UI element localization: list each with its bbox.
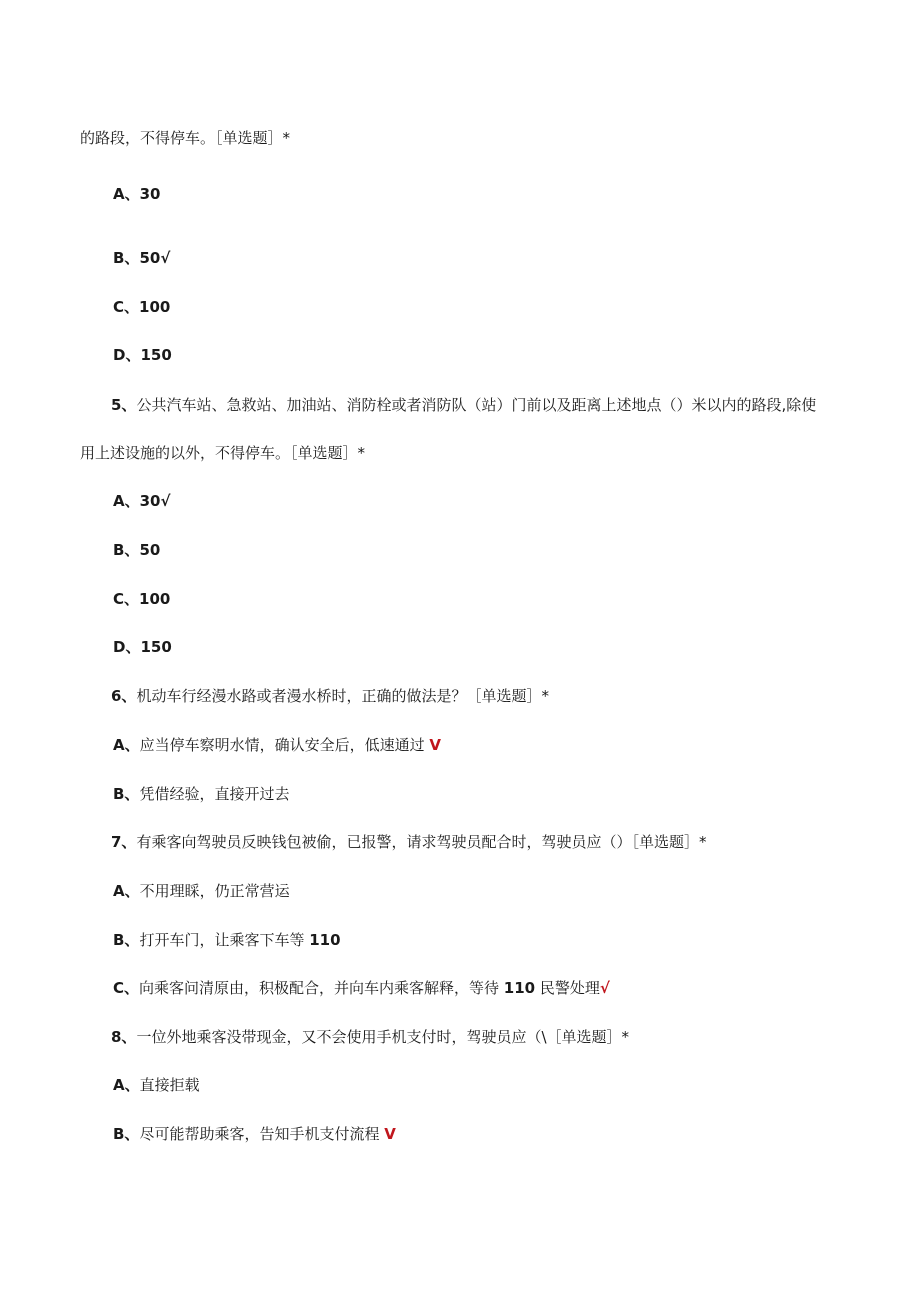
option-key: A、 <box>113 1076 140 1094</box>
option-key: B、 <box>113 249 140 267</box>
option-key: D、 <box>113 638 141 656</box>
question-number: 5、 <box>111 396 137 414</box>
option-key: B、 <box>113 931 140 949</box>
q5-question <box>111 394 816 416</box>
q6-option-b[interactable] <box>113 783 289 805</box>
option-text: 30 <box>139 492 161 510</box>
question-text: 机动车行经漫水路或者漫水桥时，正确的做法是？［单选题］* <box>136 687 549 705</box>
option-text: 向乘客问清原由，积极配合，并向车内乘客解释，等待 <box>139 979 504 997</box>
q4-option-d[interactable] <box>113 344 172 366</box>
correct-mark-icon: √ <box>160 492 171 510</box>
q5-question-line2: 用上述设施的以外，不得停车。［单选题］* <box>80 444 366 462</box>
option-number: 110 <box>309 931 341 949</box>
option-text: 尽可能帮助乘客，告知手机支付流程 <box>139 1125 385 1143</box>
q7-question <box>111 831 706 853</box>
question-text: 公共汽车站、急救站、加油站、消防栓或者消防队（站）门前以及距离上述地点（）米以内的路段,除使 <box>136 396 817 414</box>
q6-option-a[interactable] <box>113 734 441 756</box>
question-text: 有乘客向驾驶员反映钱包被偷，已报警，请求驾驶员配合时，驾驶员应（）［单选题］* <box>136 833 707 851</box>
option-text: 凭借经验，直接开过去 <box>139 785 290 803</box>
option-key: A、 <box>113 492 140 510</box>
question-number: 8、 <box>111 1028 137 1046</box>
q4-option-a[interactable] <box>113 183 160 205</box>
correct-mark-icon: V <box>384 1125 396 1143</box>
q4-text-continuation: 的路段，不得停车。［单选题］* <box>80 129 291 147</box>
q4-option-c[interactable] <box>113 296 170 318</box>
q5-option-a[interactable] <box>113 490 171 512</box>
option-key: C、 <box>113 590 140 608</box>
q6-question <box>111 685 549 707</box>
option-text: 150 <box>140 638 172 656</box>
q7-option-b[interactable] <box>113 929 341 951</box>
question-number: 7、 <box>111 833 137 851</box>
option-text: 直接拒载 <box>139 1076 200 1094</box>
correct-mark-icon: V <box>429 736 441 754</box>
option-key: A、 <box>113 185 140 203</box>
q8-option-b[interactable] <box>113 1123 396 1145</box>
q4-option-b[interactable] <box>113 247 170 269</box>
option-text: 打开车门，让乘客下车等 <box>139 931 310 949</box>
option-text: 30 <box>139 185 161 203</box>
option-text: 50 <box>139 249 161 267</box>
option-key: B、 <box>113 541 140 559</box>
question-number: 6、 <box>111 687 137 705</box>
q7-option-c[interactable] <box>113 977 610 999</box>
q7-option-a[interactable] <box>113 880 290 902</box>
q5-option-c[interactable] <box>113 588 170 610</box>
option-key: A、 <box>113 882 140 900</box>
q8-option-a[interactable] <box>113 1074 200 1096</box>
option-number: 110 <box>503 979 536 997</box>
option-key: C、 <box>113 979 140 997</box>
question-text: 一位外地乘客没带现金，又不会使用手机支付时，驾驶员应（\［单选题］* <box>136 1028 629 1046</box>
option-text: 50 <box>139 541 161 559</box>
q8-question <box>111 1026 629 1048</box>
option-text-tail: 民警处理 <box>535 979 600 997</box>
option-text: 100 <box>139 298 171 316</box>
option-key: B、 <box>113 785 140 803</box>
q5-option-d[interactable] <box>113 636 172 658</box>
option-key: D、 <box>113 346 141 364</box>
correct-mark-icon: √ <box>160 249 171 267</box>
option-key: B、 <box>113 1125 140 1143</box>
option-key: A、 <box>113 736 140 754</box>
option-text: 150 <box>140 346 172 364</box>
correct-mark-icon: √ <box>599 979 610 997</box>
option-text: 100 <box>139 590 171 608</box>
option-key: C、 <box>113 298 140 316</box>
option-text: 不用理睬，仍正常营运 <box>139 882 290 900</box>
option-text: 应当停车察明水情，确认安全后，低速通过 <box>139 736 430 754</box>
q5-option-b[interactable] <box>113 539 160 561</box>
